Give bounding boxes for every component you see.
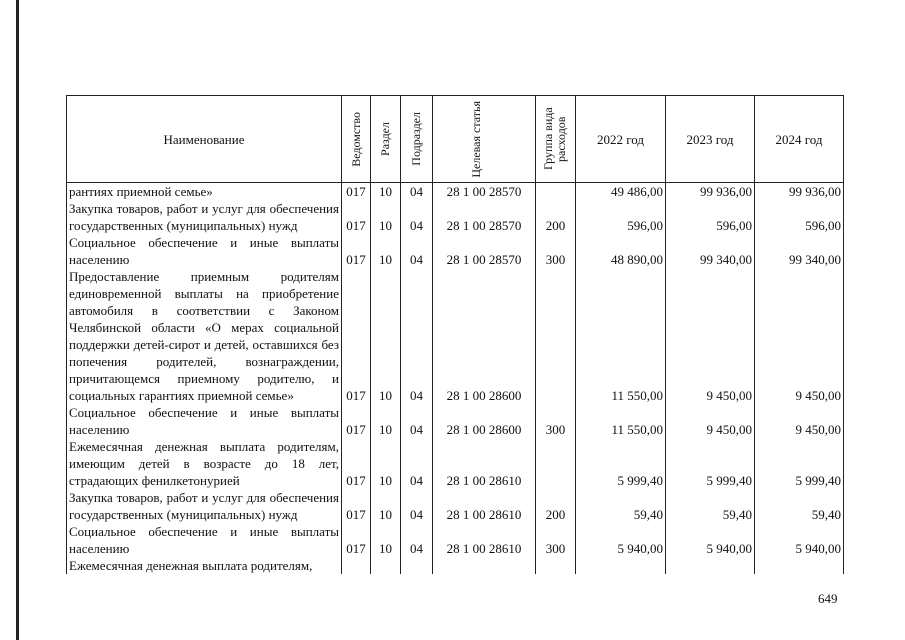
header-2022: 2022 год	[576, 96, 666, 183]
cell-vedomstvo: 017	[342, 489, 371, 523]
header-target: Целевая статья	[433, 96, 536, 183]
cell-name: Социальное обеспечение и иные выплаты населению	[67, 404, 342, 438]
cell-2024	[755, 557, 844, 574]
cell-razdel: 10	[371, 234, 401, 268]
cell-2023	[666, 557, 755, 574]
header-2024: 2024 год	[755, 96, 844, 183]
header-podrazdel: Подраздел	[401, 96, 433, 183]
table-row	[67, 523, 844, 557]
cell-name: рантиях приемной семье»	[67, 183, 342, 201]
cell-vedomstvo: 017	[342, 183, 371, 201]
cell-group: 300	[536, 234, 576, 268]
cell-group: 300	[536, 404, 576, 438]
cell-2022	[576, 557, 666, 574]
cell-2023: 59,40	[666, 489, 755, 523]
cell-razdel: 10	[371, 183, 401, 201]
table-header-row	[67, 96, 844, 183]
header-group: Группа вида расходов	[536, 96, 576, 183]
cell-razdel: 10	[371, 268, 401, 404]
cell-group	[536, 438, 576, 489]
cell-2023: 99 340,00	[666, 234, 755, 268]
cell-group: 200	[536, 200, 576, 234]
cell-group: 300	[536, 523, 576, 557]
cell-name: Социальное обеспечение и иные выплаты населению	[67, 234, 342, 268]
cell-2023: 99 936,00	[666, 183, 755, 201]
cell-podrazdel: 04	[401, 523, 433, 557]
table-row	[67, 404, 844, 438]
cell-vedomstvo: 017	[342, 268, 371, 404]
table-row	[67, 489, 844, 523]
cell-2023: 5 999,40	[666, 438, 755, 489]
cell-2022: 49 486,00	[576, 183, 666, 201]
cell-vedomstvo: 017	[342, 523, 371, 557]
cell-2023: 5 940,00	[666, 523, 755, 557]
cell-name: Ежемесячная денежная выплата родителям,	[67, 557, 342, 574]
cell-2024: 59,40	[755, 489, 844, 523]
table-row	[67, 200, 844, 234]
cell-2022: 48 890,00	[576, 234, 666, 268]
cell-2022: 59,40	[576, 489, 666, 523]
cell-2023: 596,00	[666, 200, 755, 234]
cell-podrazdel: 04	[401, 234, 433, 268]
cell-podrazdel: 04	[401, 489, 433, 523]
cell-vedomstvo: 017	[342, 438, 371, 489]
cell-2022: 5 999,40	[576, 438, 666, 489]
cell-2024: 5 940,00	[755, 523, 844, 557]
cell-razdel	[371, 557, 401, 574]
cell-target	[433, 557, 536, 574]
page-number: 649	[818, 591, 838, 606]
cell-name: Ежемесячная денежная выплата родителям, имеющим детей в возрасте до 18 лет, страдающих фенилкетонурией	[67, 438, 342, 489]
cell-2024: 9 450,00	[755, 268, 844, 404]
header-razdel: Раздел	[371, 96, 401, 183]
cell-vedomstvo	[342, 557, 371, 574]
cell-group	[536, 557, 576, 574]
cell-razdel: 10	[371, 438, 401, 489]
cell-target: 28 1 00 28610	[433, 489, 536, 523]
cell-2022: 596,00	[576, 200, 666, 234]
cell-target: 28 1 00 28610	[433, 523, 536, 557]
cell-target: 28 1 00 28600	[433, 404, 536, 438]
cell-target: 28 1 00 28610	[433, 438, 536, 489]
table-row	[67, 557, 844, 574]
cell-podrazdel: 04	[401, 268, 433, 404]
header-name: Наименование	[67, 96, 342, 183]
table-row	[67, 234, 844, 268]
cell-target: 28 1 00 28570	[433, 234, 536, 268]
budget-table	[66, 95, 844, 574]
cell-podrazdel: 04	[401, 183, 433, 201]
cell-2023: 9 450,00	[666, 268, 755, 404]
cell-name: Закупка товаров, работ и услуг для обеспечения государственных (муниципальных) нужд	[67, 200, 342, 234]
cell-vedomstvo: 017	[342, 200, 371, 234]
cell-group	[536, 183, 576, 201]
cell-vedomstvo: 017	[342, 234, 371, 268]
cell-2024: 5 999,40	[755, 438, 844, 489]
table-row	[67, 183, 844, 201]
cell-2022: 11 550,00	[576, 268, 666, 404]
cell-2022: 11 550,00	[576, 404, 666, 438]
cell-vedomstvo: 017	[342, 404, 371, 438]
cell-razdel: 10	[371, 200, 401, 234]
cell-2024: 596,00	[755, 200, 844, 234]
cell-2022: 5 940,00	[576, 523, 666, 557]
cell-target: 28 1 00 28570	[433, 183, 536, 201]
table-row	[67, 268, 844, 404]
cell-2024: 99 936,00	[755, 183, 844, 201]
cell-group	[536, 268, 576, 404]
cell-group: 200	[536, 489, 576, 523]
cell-2024: 99 340,00	[755, 234, 844, 268]
cell-name: Социальное обеспечение и иные выплаты населению	[67, 523, 342, 557]
cell-podrazdel: 04	[401, 404, 433, 438]
header-vedomstvo: Ведомство	[342, 96, 371, 183]
page-edge-bar	[16, 0, 19, 640]
cell-target: 28 1 00 28570	[433, 200, 536, 234]
cell-razdel: 10	[371, 489, 401, 523]
cell-podrazdel: 04	[401, 438, 433, 489]
cell-2024: 9 450,00	[755, 404, 844, 438]
header-2023: 2023 год	[666, 96, 755, 183]
cell-podrazdel: 04	[401, 200, 433, 234]
table-row	[67, 438, 844, 489]
cell-name: Предоставление приемным родителям единовременной выплаты на приобретение автомобиля в соответствии с Законом Челябинской области «О мерах социальной поддержки детей-сирот и детей, оставшихся без попечения родителей, вознаграждении, причитающемся приемному родителю, и социальных гарантиях приемной семье»	[67, 268, 342, 404]
cell-razdel: 10	[371, 523, 401, 557]
cell-podrazdel	[401, 557, 433, 574]
cell-2023: 9 450,00	[666, 404, 755, 438]
cell-name: Закупка товаров, работ и услуг для обеспечения государственных (муниципальных) нужд	[67, 489, 342, 523]
cell-target: 28 1 00 28600	[433, 268, 536, 404]
cell-razdel: 10	[371, 404, 401, 438]
